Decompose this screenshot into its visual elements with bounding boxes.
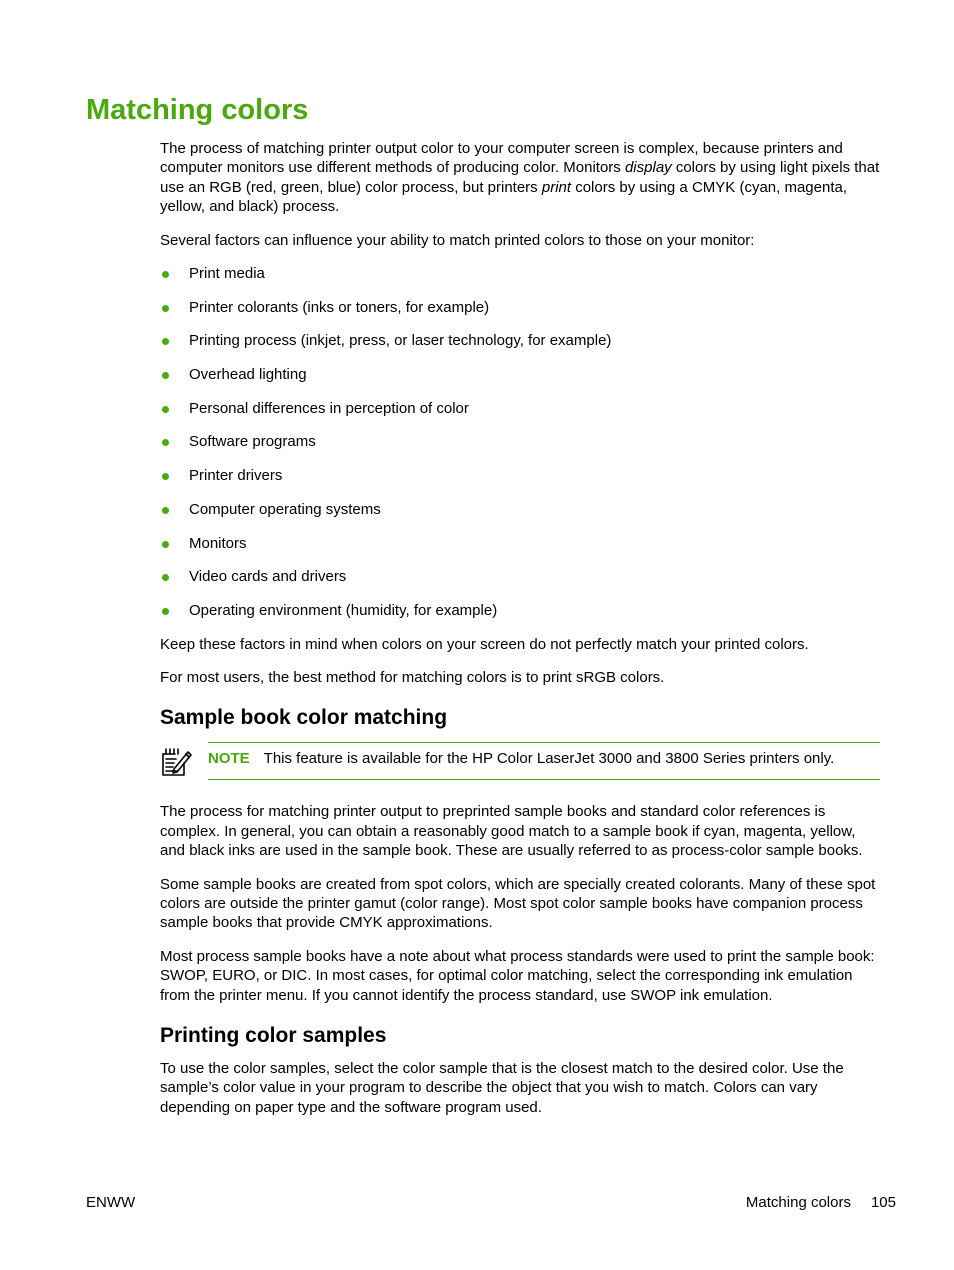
bullet-icon bbox=[162, 406, 169, 413]
list-item-label: Printer colorants (inks or toners, for example) bbox=[189, 298, 490, 316]
list-item-label: Software programs bbox=[189, 433, 316, 451]
list-item bbox=[160, 298, 884, 317]
intro-paragraph: The process of matching printer output color to your computer screen is complex, because printers and computer monitors use different methods of producing color. Monitors display colors by using light pixels that use an RGB (red, green, blue) color process, but printers print colors by using a CMYK (cyan, magenta, yellow, and black) process. bbox=[160, 140, 880, 216]
list-item bbox=[160, 331, 884, 350]
keep-in-mind-paragraph: Keep these factors in mind when colors on your screen do not perfectly match your printed colors. bbox=[160, 635, 809, 653]
note-top-rule bbox=[208, 742, 880, 743]
page-number: 105 bbox=[870, 1194, 896, 1211]
bullet-icon bbox=[162, 541, 169, 548]
list-item bbox=[160, 534, 884, 553]
sample-book-paragraph-3: Most process sample books have a note about what process standards were used to print the sample book: SWOP, EURO, or DIC. In most cases, for optimal color matching, select the corresponding ink emulation from the printer menu. If you cannot identify the process standard, use SWOP ink emulation. bbox=[160, 947, 875, 1004]
list-item-label: Monitors bbox=[189, 534, 247, 552]
sample-book-paragraph-1: The process for matching printer output to preprinted sample books and standard color references is complex. In general, you can obtain a reasonably good match to a sample book if cyan, magenta, yellow, and black inks are used in the sample book. These are usually referred to as process-color sample books. bbox=[160, 803, 863, 860]
list-item bbox=[160, 466, 884, 485]
sample-book-paragraph-2: Some sample books are created from spot colors, which are specially created colorants. Many of these spot colors are outside the printer gamut (color range). Most spot color sample books have companion process sample books that provide CMYK approximations. bbox=[160, 875, 876, 932]
list-item-label: Operating environment (humidity, for example) bbox=[189, 601, 498, 619]
bullet-icon bbox=[162, 507, 169, 514]
list-item-label: Video cards and drivers bbox=[189, 568, 347, 586]
footer-page-info bbox=[746, 1193, 896, 1212]
list-item bbox=[160, 567, 884, 586]
section-heading-printing-samples: Printing color samples bbox=[160, 1024, 387, 1048]
factors-list bbox=[160, 264, 884, 620]
list-item-label: Printer drivers bbox=[189, 467, 283, 485]
main-content bbox=[160, 139, 884, 1131]
printing-samples-paragraph: To use the color samples, select the color sample that is the closest match to the desired color. Use the sample’s color value in your program to describe the object that you wish to match. Colors can vary depending on paper type and the software program used. bbox=[160, 1060, 844, 1116]
list-item-label: Overhead lighting bbox=[189, 366, 307, 384]
list-item bbox=[160, 432, 884, 451]
bullet-icon bbox=[162, 574, 169, 581]
list-item bbox=[160, 365, 884, 384]
bullet-icon bbox=[162, 372, 169, 379]
note-label: NOTE bbox=[208, 750, 250, 768]
note-pencil-icon bbox=[160, 746, 192, 778]
list-item-label: Print media bbox=[189, 265, 265, 283]
list-item-label: Computer operating systems bbox=[189, 500, 381, 518]
bullet-icon bbox=[162, 338, 169, 345]
footer-locale: ENWW bbox=[86, 1194, 136, 1211]
list-item-label: Printing process (inkjet, press, or laser technology, for example) bbox=[189, 332, 612, 350]
best-method-paragraph: For most users, the best method for matching colors is to print sRGB colors. bbox=[160, 669, 665, 686]
note-text bbox=[208, 749, 834, 768]
list-item bbox=[160, 601, 884, 620]
bullet-icon bbox=[162, 473, 169, 480]
bullet-icon bbox=[162, 271, 169, 278]
list-item bbox=[160, 500, 884, 519]
footer-section: Matching colors bbox=[745, 1194, 851, 1211]
note-box bbox=[160, 742, 884, 780]
section-heading-sample-book: Sample book color matching bbox=[160, 706, 448, 730]
list-item-label: Personal differences in perception of color bbox=[189, 399, 469, 417]
bullet-icon bbox=[162, 439, 169, 446]
page-title: Matching colors bbox=[86, 94, 309, 126]
list-item bbox=[160, 399, 884, 418]
note-body: This feature is available for the HP Color LaserJet 3000 and 3800 Series printers only. bbox=[263, 750, 835, 768]
bullet-icon bbox=[162, 608, 169, 615]
list-item bbox=[160, 264, 884, 283]
bullet-icon bbox=[162, 305, 169, 312]
factors-intro: Several factors can influence your ability to match printed colors to those on your monitor: bbox=[160, 231, 755, 249]
note-bottom-rule bbox=[208, 779, 880, 780]
